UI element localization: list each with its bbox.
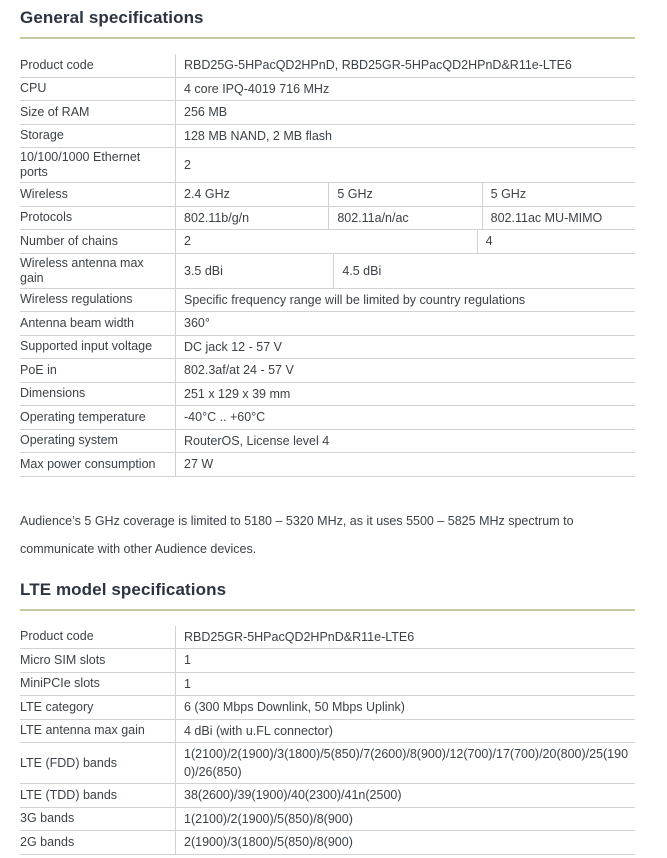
spec-value: 4.5 dBi: [333, 254, 635, 288]
table-row: [20, 254, 635, 289]
spec-label: Supported input voltage: [20, 339, 153, 354]
spec-value: 256 MB: [175, 101, 635, 124]
table-row: [20, 312, 635, 336]
table-row: [20, 125, 635, 149]
spec-label: 10/100/1000 Ethernet ports: [20, 150, 141, 179]
spec-label: Wireless antenna max gain: [20, 255, 144, 285]
spec-label: 2G bands: [20, 834, 75, 849]
spec-value: 2.4 GHz: [175, 183, 328, 206]
spec-label: Antenna beam width: [20, 315, 134, 330]
table-row: [20, 207, 635, 231]
spec-label: MiniPCIe slots: [20, 676, 100, 691]
spec-value: 2: [175, 230, 477, 253]
spec-value: 3.5 dBi: [175, 254, 333, 288]
spec-value: 6 (300 Mbps Downlink, 50 Mbps Uplink): [175, 696, 635, 719]
spec-label: Storage: [20, 128, 64, 143]
table-row: [20, 336, 635, 360]
table-row: [20, 626, 635, 650]
spec-value: 5 GHz: [328, 183, 481, 206]
spec-label: 3G bands: [20, 811, 75, 826]
table-row: [20, 649, 635, 673]
spec-value: 1: [175, 673, 635, 696]
spec-label: Wireless regulations: [20, 292, 133, 307]
spec-value: 802.3af/at 24 - 57 V: [175, 359, 635, 382]
table-row: [20, 743, 635, 784]
spec-label: Number of chains: [20, 233, 118, 248]
table-row: [20, 406, 635, 430]
spec-value: RBD25G-5HPacQD2HPnD, RBD25GR-5HPacQD2HPnD&R11e-LTE6: [175, 54, 635, 77]
spec-label: PoE in: [20, 362, 57, 377]
spec-value: DC jack 12 - 57 V: [175, 336, 635, 359]
spec-label: LTE (TDD) bands: [20, 787, 118, 802]
lte-specs-table: [20, 626, 635, 855]
table-row: [20, 359, 635, 383]
table-row: [20, 453, 635, 477]
spec-value: 251 x 129 x 39 mm: [175, 383, 635, 406]
spec-value: 38(2600)/39(1900)/40(2300)/41n(2500): [175, 784, 635, 807]
spec-label: Operating temperature: [20, 409, 146, 424]
spec-label: Operating system: [20, 433, 118, 448]
spec-label: LTE category: [20, 699, 94, 714]
spec-label: LTE antenna max gain: [20, 723, 145, 738]
general-specs-table: [20, 54, 635, 477]
coverage-note: Audience’s 5 GHz coverage is limited to 5180 – 5320 MHz, as it uses 5500 – 5825 MHz spectrum to communicate with other Audience devices.: [20, 513, 574, 556]
spec-label: Product code: [20, 629, 94, 644]
table-row: [20, 696, 635, 720]
spec-label: Micro SIM slots: [20, 652, 106, 667]
spec-value: 5 GHz: [482, 183, 635, 206]
table-row: [20, 808, 635, 832]
spec-value: 2: [175, 148, 635, 182]
spec-value: 1(2100)/2(1900)/3(1800)/5(850)/7(2600)/8(900)/12(700)/17(700)/20(800)/25(1900)/26(850): [175, 743, 635, 783]
spec-value: RBD25GR-5HPacQD2HPnD&R11e-LTE6: [175, 626, 635, 649]
table-row: [20, 383, 635, 407]
spec-label: Size of RAM: [20, 104, 90, 119]
table-row: [20, 183, 635, 207]
spec-value: 802.11a/n/ac: [328, 207, 481, 230]
spec-value: 27 W: [175, 453, 635, 476]
table-row: [20, 78, 635, 102]
spec-value: 360°: [175, 312, 635, 335]
table-row: [20, 430, 635, 454]
spec-value: 2(1900)/3(1800)/5(850)/8(900): [175, 831, 635, 854]
table-row: [20, 148, 635, 183]
spec-value: 4 core IPQ-4019 716 MHz: [175, 78, 635, 101]
table-row: [20, 831, 635, 855]
spec-value: 4: [477, 230, 635, 253]
heading-underline: [20, 609, 635, 611]
general-specs-heading: General specifications: [20, 8, 204, 27]
spec-label: Max power consumption: [20, 456, 156, 471]
spec-value: 4 dBi (with u.FL connector): [175, 720, 635, 743]
spec-value: RouterOS, License level 4: [175, 430, 635, 453]
table-row: [20, 784, 635, 808]
table-row: [20, 230, 635, 254]
table-row: [20, 101, 635, 125]
spec-label: LTE (FDD) bands: [20, 755, 118, 770]
spec-value: 1(2100)/2(1900)/5(850)/8(900): [175, 808, 635, 831]
table-row: [20, 54, 635, 78]
spec-value: 802.11ac MU-MIMO: [482, 207, 635, 230]
table-row: [20, 720, 635, 744]
spec-value: 128 MB NAND, 2 MB flash: [175, 125, 635, 148]
spec-label: Wireless: [20, 186, 68, 201]
table-row: [20, 289, 635, 313]
spec-label: CPU: [20, 81, 47, 96]
heading-underline: [20, 37, 635, 39]
spec-value: -40°C .. +60°C: [175, 406, 635, 429]
spec-value: 802.11b/g/n: [175, 207, 328, 230]
spec-label: Product code: [20, 57, 94, 72]
spec-label: Dimensions: [20, 386, 86, 401]
table-row: [20, 673, 635, 697]
spec-value: Specific frequency range will be limited by country regulations: [175, 289, 635, 312]
spec-value: 1: [175, 649, 635, 672]
lte-specs-heading: LTE model specifications: [20, 579, 227, 599]
spec-label: Protocols: [20, 210, 73, 225]
